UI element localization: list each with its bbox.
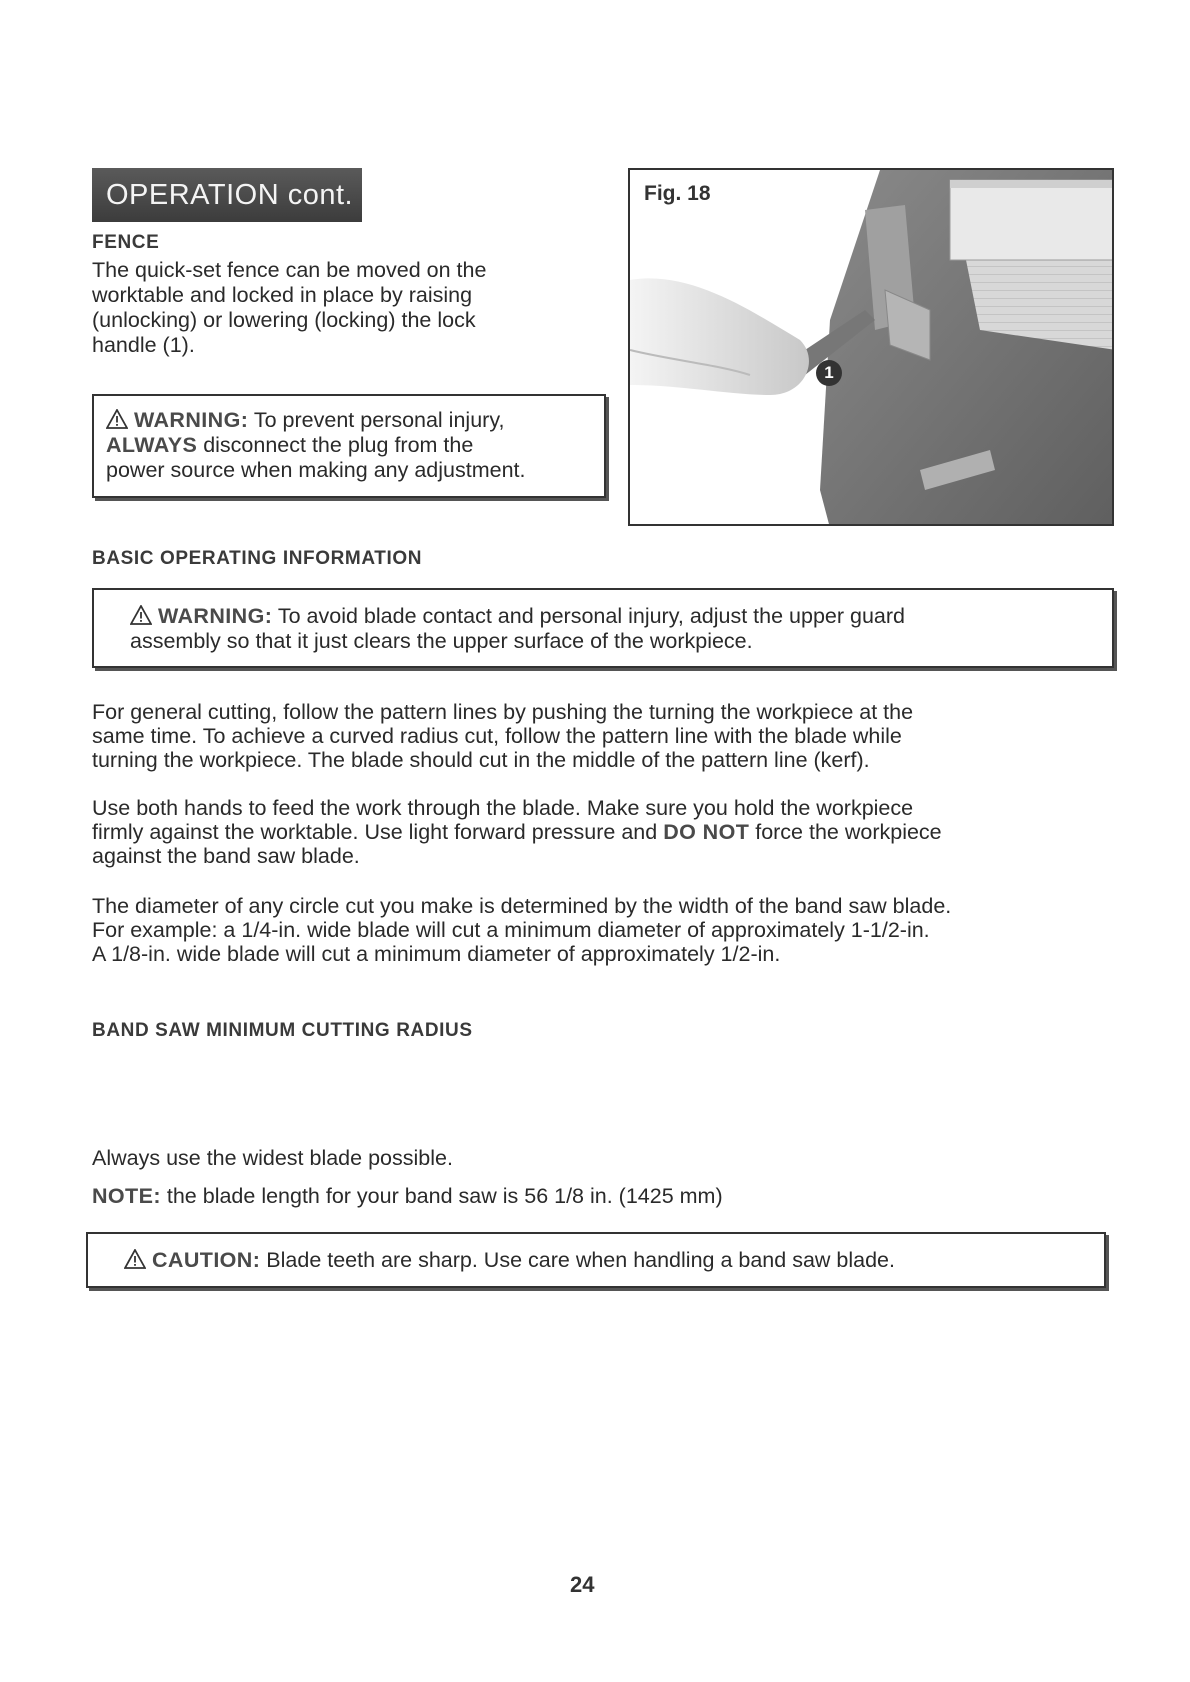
warning-text: disconnect the plug from the bbox=[203, 433, 474, 457]
fence-paragraph bbox=[92, 258, 612, 358]
paragraph-line: same time. To achieve a curved radius cut, follow the pattern line with the blade while bbox=[92, 724, 902, 748]
caution-text: Blade teeth are sharp. Use care when handling a band saw blade. bbox=[266, 1248, 895, 1272]
paragraph-text: firmly against the worktable. Use light forward pressure and bbox=[92, 820, 658, 844]
fence-line: handle (1). bbox=[92, 333, 195, 357]
paragraph-line: A 1/8-in. wide blade will cut a minimum diameter of approximately 1/2-in. bbox=[92, 942, 781, 966]
warning-box-fence bbox=[92, 394, 606, 498]
fence-line: (unlocking) or lowering (locking) the lock bbox=[92, 308, 476, 332]
feeding-paragraph bbox=[92, 796, 1122, 868]
figure-18 bbox=[628, 168, 1114, 526]
callout-1-badge: 1 bbox=[816, 360, 842, 386]
paragraph-text: force the workpiece bbox=[755, 820, 942, 844]
warning-text: To avoid blade contact and personal injury, adjust the upper guard bbox=[277, 604, 905, 628]
note-lead: NOTE: bbox=[92, 1184, 161, 1208]
caution-lead: CAUTION: bbox=[152, 1248, 261, 1272]
always-emphasis: ALWAYS bbox=[106, 433, 198, 457]
fence-line: The quick-set fence can be moved on the bbox=[92, 258, 487, 282]
basic-info-heading: BASIC OPERATING INFORMATION bbox=[92, 548, 423, 569]
warning-box-blade bbox=[92, 588, 1114, 668]
warning-text: power source when making any adjustment. bbox=[106, 458, 526, 482]
warning-triangle-icon bbox=[130, 605, 152, 625]
note-text: the blade length for your band saw is 56 1/8 in. (1425 mm) bbox=[166, 1184, 723, 1208]
warning-triangle-icon bbox=[124, 1249, 146, 1269]
section-banner bbox=[92, 168, 362, 222]
fence-heading: FENCE bbox=[92, 232, 160, 253]
section-banner-text: OPERATION cont. bbox=[106, 179, 354, 211]
fence-line: worktable and locked in place by raising bbox=[92, 283, 473, 307]
warning-text: assembly so that it just clears the upper surface of the workpiece. bbox=[130, 629, 753, 653]
general-cutting-paragraph bbox=[92, 700, 1122, 772]
warning-text: To prevent personal injury, bbox=[253, 408, 505, 432]
paragraph-line: against the band saw blade. bbox=[92, 844, 360, 868]
radius-heading: BAND SAW MINIMUM CUTTING RADIUS bbox=[92, 1020, 473, 1041]
do-not-emphasis: DO NOT bbox=[663, 820, 750, 844]
paragraph-line: For general cutting, follow the pattern lines by pushing the turning the workpiece at the bbox=[92, 700, 914, 724]
warning-triangle-icon bbox=[106, 409, 128, 429]
widest-blade-text: Always use the widest blade possible. bbox=[92, 1146, 453, 1170]
warning-lead: WARNING: bbox=[158, 604, 273, 628]
paragraph-line: turning the workpiece. The blade should cut in the middle of the pattern line (kerf). bbox=[92, 748, 870, 772]
paragraph-line: Use both hands to feed the work through the blade. Make sure you hold the workpiece bbox=[92, 796, 914, 820]
caution-box bbox=[86, 1232, 1106, 1288]
paragraph-line: For example: a 1/4-in. wide blade will cut a minimum diameter of approximately 1-1/2-in. bbox=[92, 918, 930, 942]
figure-label: Fig. 18 bbox=[644, 182, 711, 205]
warning-lead: WARNING: bbox=[134, 408, 249, 432]
page-number: 24 bbox=[570, 1572, 595, 1597]
fence-photo bbox=[630, 170, 1114, 526]
note-line bbox=[92, 1184, 723, 1208]
paragraph-line: The diameter of any circle cut you make is determined by the width of the band saw blade. bbox=[92, 894, 952, 918]
diameter-paragraph bbox=[92, 894, 1122, 966]
